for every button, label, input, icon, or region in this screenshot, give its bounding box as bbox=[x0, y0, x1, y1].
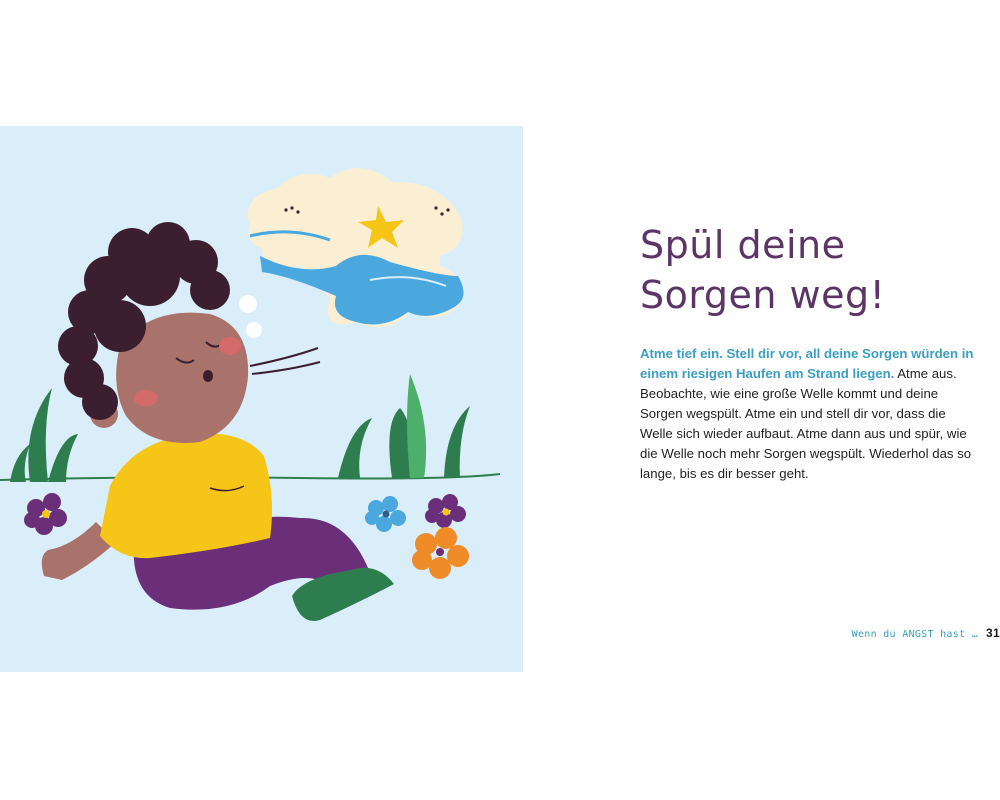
thought-bubble bbox=[239, 295, 257, 313]
page-title-line-2: Sorgen weg! bbox=[640, 273, 886, 317]
page-title-line-1: Spül deine bbox=[640, 223, 846, 267]
body-paragraph bbox=[640, 344, 980, 484]
page-footer bbox=[852, 626, 1000, 640]
running-title: Wenn du ANGST hast … bbox=[851, 629, 979, 640]
page-number: 31 bbox=[986, 626, 1000, 640]
illustration bbox=[0, 126, 523, 672]
body-text: Atme aus. Beobachte, wie eine große Welle kommt und deine Sorgen wegspült. Atme ein und stell dir vor, dass die Welle sich wieder aufbaut. Atme dann aus und spür, wie die Welle noch mehr Sorgen wegspült. Wiederhol das so lange, bis es dir besser geht. bbox=[640, 366, 972, 481]
page-title bbox=[640, 220, 980, 320]
lead-text: Atme tief ein. Stell dir vor, all deine Sorgen würden in einem riesigen Haufen am Strand liegen. bbox=[640, 346, 974, 381]
thought-bubble bbox=[246, 322, 262, 338]
text-block bbox=[640, 220, 980, 484]
